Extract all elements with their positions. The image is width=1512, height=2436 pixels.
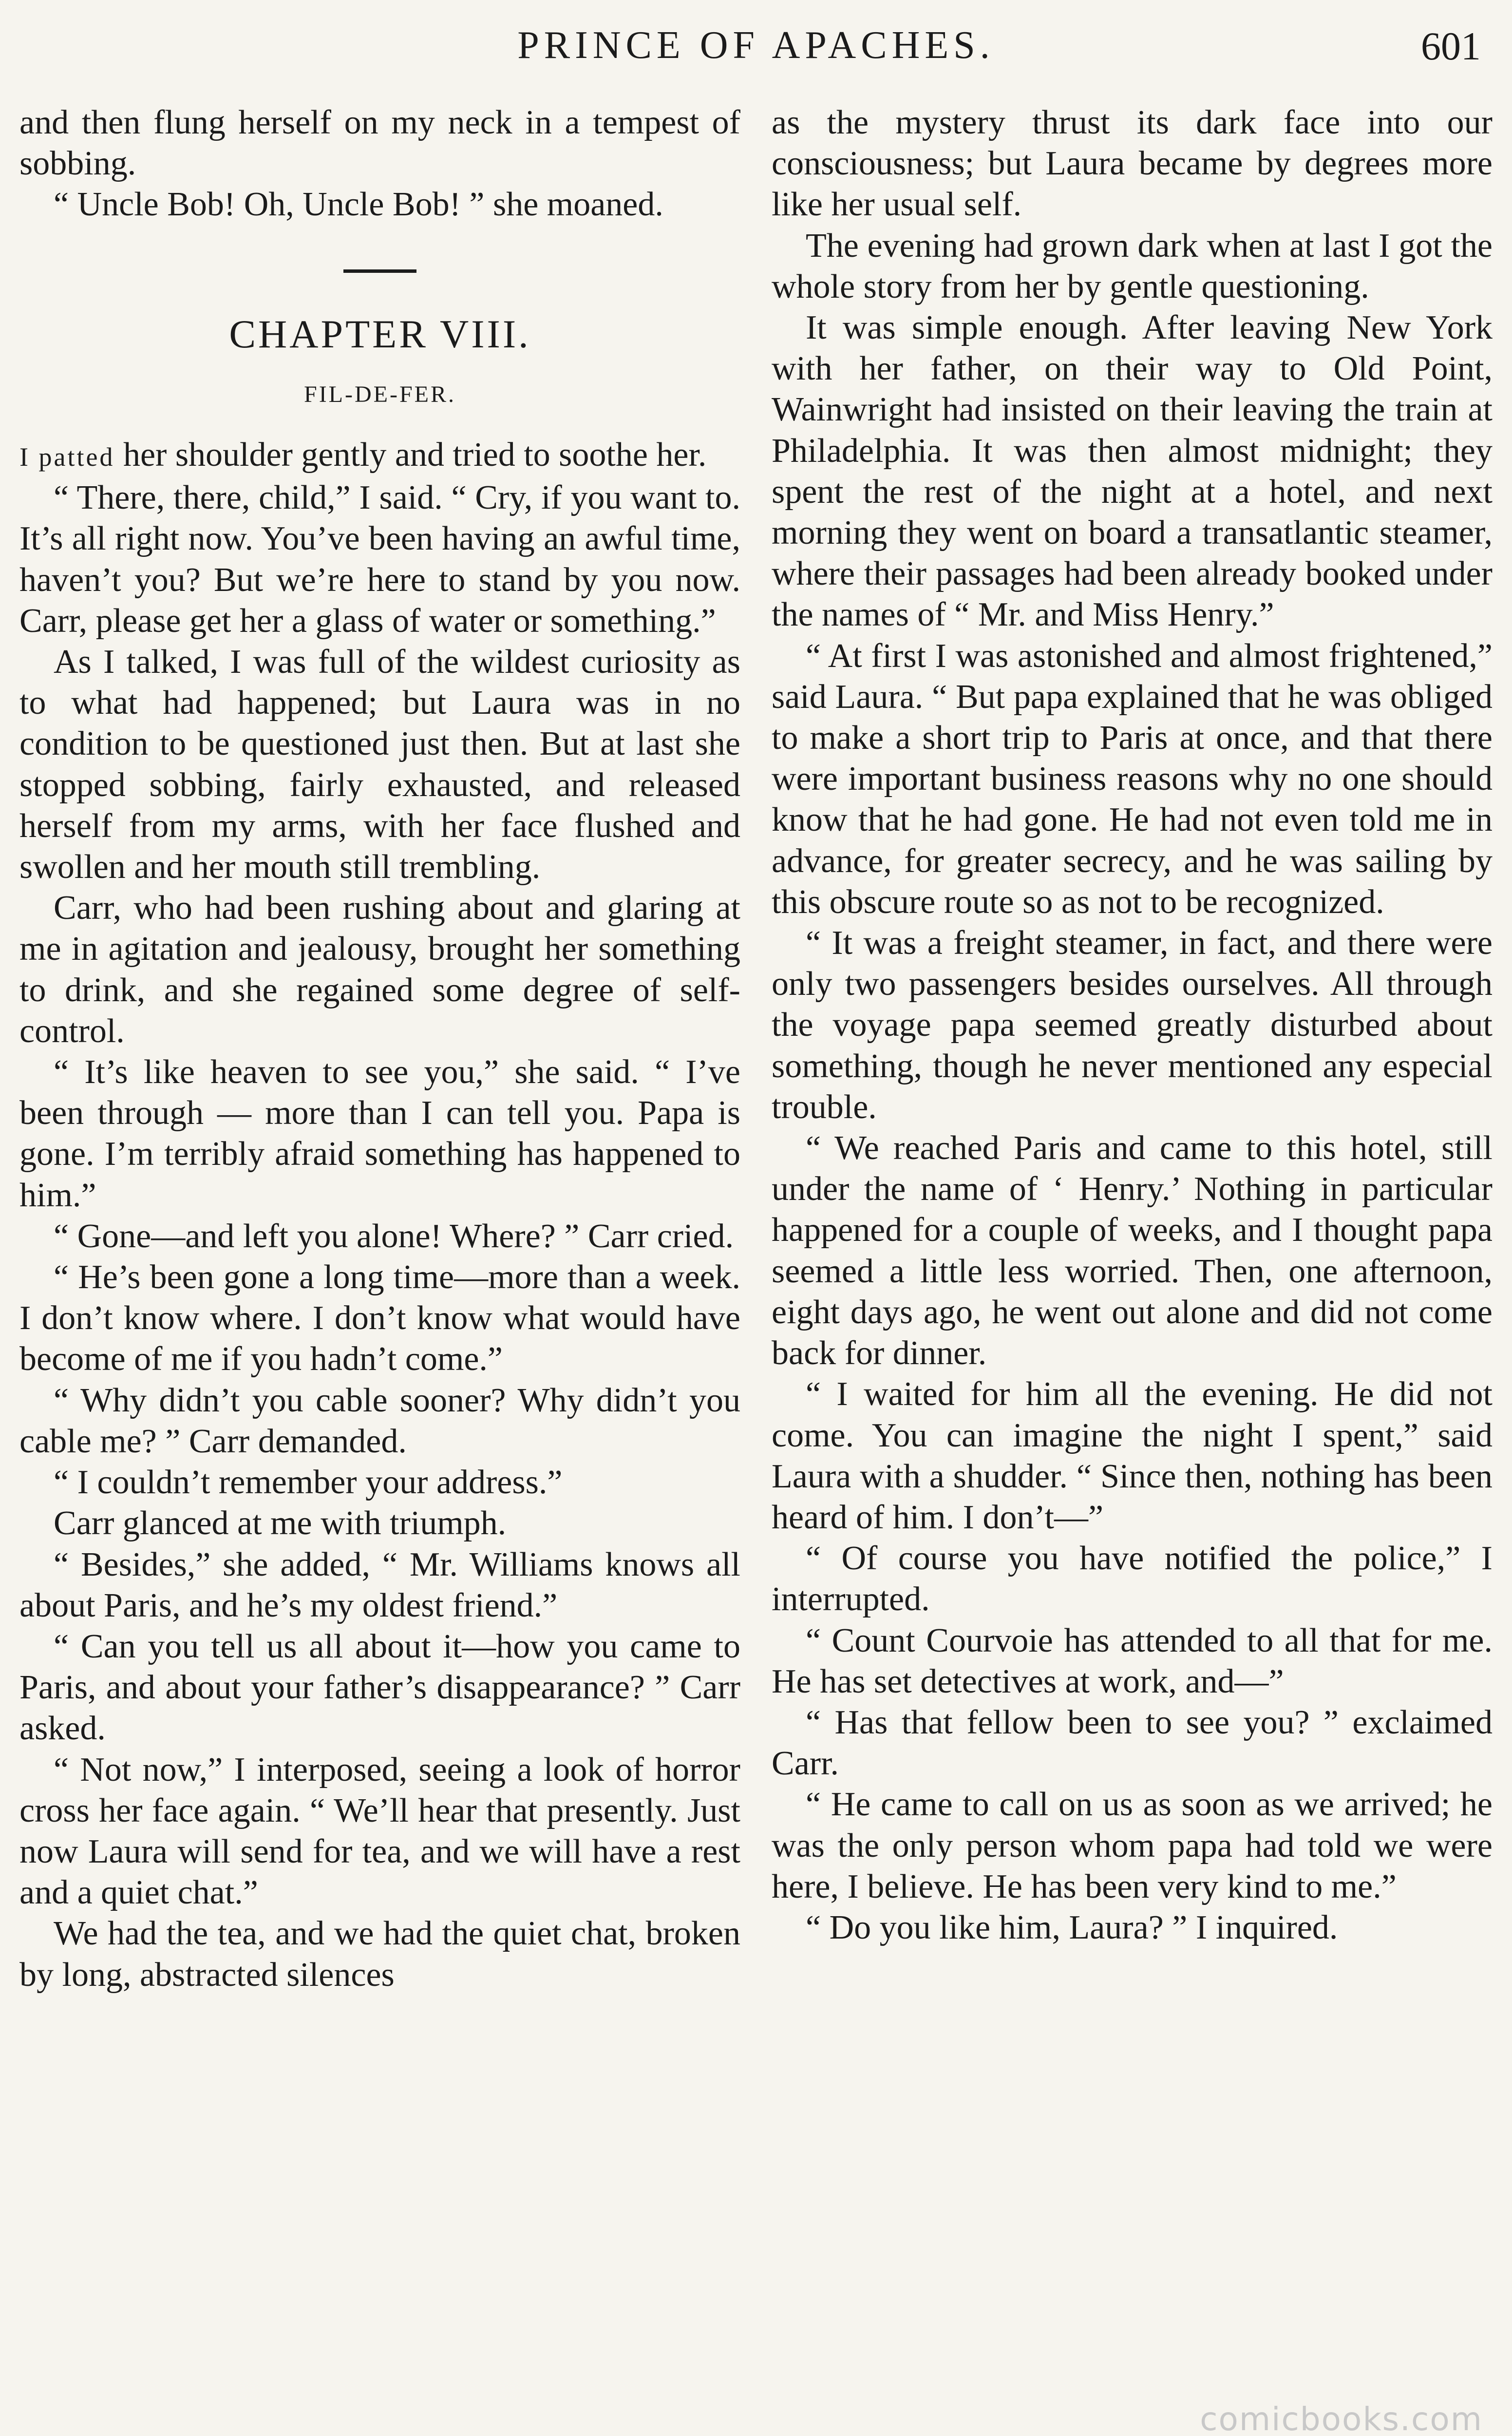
- paragraph: It was simple enough. After leaving New York with her father, on their way to Old Point, Wainwright had insisted on their leaving the train at Philadelphia. It was then almost midnight; they spent the rest of the night at a hotel, and next morning they went on board a transatlantic steamer, where their passages had been already booked under the names of “ Mr. and Miss Henry.”: [772, 309, 1493, 634]
- paragraph: “ Of course you have notified the police,” I interrupted.: [772, 1540, 1493, 1618]
- watermark-logo: comicbooks.com: [1200, 2400, 1483, 2436]
- paragraph: “ Besides,” she added, “ Mr. Williams knows all about Paris, and he’s my oldest friend.”: [19, 1545, 740, 1624]
- paragraph-opening: [19, 435, 740, 477]
- paragraph: “ It’s like heaven to see you,” she said. “ I’ve been through — more than I can tell you. Papa is gone. I’m terribly afraid something has happened to him.”: [19, 1053, 740, 1214]
- paragraph: “ It was a freight steamer, in fact, and there were only two passengers besides ourselves. All through the voyage papa seemed greatly disturbed about something, though he never mentioned any especial trouble.: [772, 924, 1493, 1126]
- opening-words: I patted: [19, 442, 115, 472]
- paragraph: “ Has that fellow been to see you? ” exclaimed Carr.: [772, 1703, 1493, 1783]
- running-title: PRINCE OF APACHES.: [517, 24, 995, 67]
- right-column: [772, 102, 1493, 1948]
- paragraph: Carr glanced at me with triumph.: [54, 1504, 507, 1542]
- section-divider: [343, 269, 416, 273]
- page-header: [0, 14, 1512, 87]
- paragraph: “ He came to call on us as soon as we arrived; he was the only person whom papa had told we were here, I believe. He has been very kind to me.”: [772, 1786, 1493, 1905]
- paragraph: We had the tea, and we had the quiet chat, broken by long, abstracted silences: [19, 1915, 740, 1994]
- paragraph: “ Gone—and left you alone! Where? ” Carr cried.: [54, 1217, 734, 1255]
- paragraph: and then flung herself on my neck in a tempest of sobbing.: [19, 104, 740, 183]
- paragraph: “ Count Courvoie has attended to all that for me. He has set detectives at work, and—”: [772, 1621, 1493, 1700]
- paragraph: “ We reached Paris and came to this hotel, still under the name of ‘ Henry.’ Nothing in particular happened for a couple of weeks, and I thought papa seemed a little less worried. Then, one afternoon, eight days ago, he went out alone and did not come back for dinner.: [772, 1129, 1493, 1372]
- paragraph: “ Why didn’t you cable sooner? Why didn’t you cable me? ” Carr demanded.: [19, 1381, 740, 1460]
- paragraph: “ He’s been gone a long time—more than a week. I don’t know where. I don’t know what would have become of me if you hadn’t come.”: [19, 1258, 740, 1378]
- paragraph: as the mystery thrust its dark face into our consciousness; but Laura became by degrees more like her usual self.: [772, 104, 1493, 224]
- chapter-subtitle: FIL-DE-FER.: [304, 381, 456, 407]
- paragraph: “ I couldn’t remember your address.”: [54, 1464, 563, 1502]
- paragraph: “ Uncle Bob! Oh, Uncle Bob! ” she moaned.: [54, 186, 663, 224]
- paragraph: “ There, there, child,” I said. “ Cry, if you want to. It’s all right now. You’ve been having an awful time, haven’t you? But we’re here to stand by you now. Carr, please get her a glass of water or something.”: [19, 479, 740, 640]
- paragraph: “ I waited for him all the evening. He did not come. You can imagine the night I spent,” said Laura with a shudder. “ Since then, nothing has been heard of him. I don’t—”: [772, 1375, 1493, 1536]
- paragraph: As I talked, I was full of the wildest curiosity as to what had happened; but Laura was in no condition to be questioned just then. But at last she stopped sobbing, fairly exhausted, and released herself from my arms, with her face flushed and swollen and her mouth still trembling.: [19, 643, 740, 886]
- opening-rest: her shoulder gently and tried to soothe her.: [114, 436, 707, 474]
- chapter-title: CHAPTER VIII.: [229, 311, 531, 356]
- paragraph: “ Can you tell us all about it—how you came to Paris, and about your father’s disappearance? ” Carr asked.: [19, 1627, 740, 1748]
- paragraph: “ Not now,” I interposed, seeing a look of horror cross her face again. “ We’ll hear that presently. Just now Laura will send for tea, and we will have a rest and a quiet chat.”: [19, 1751, 740, 1912]
- paragraph: The evening had grown dark when at last I got the whole story from her by gentle questioning.: [772, 227, 1493, 305]
- left-column: [19, 102, 740, 1996]
- paragraph: “ Do you like him, Laura? ” I inquired.: [806, 1908, 1338, 1946]
- paragraph: Carr, who had been rushing about and glaring at me in agitation and jealousy, brought her something to drink, and she regained some degree of self-control.: [19, 889, 740, 1050]
- paragraph: “ At first I was astonished and almost frightened,” said Laura. “ But papa explained that he was obliged to make a short trip to Paris at once, and that there were important business reasons why no one should know that he had gone. He had not even told me in advance, for greater secrecy, and he was sailing by this obscure route so as not to be recognized.: [772, 637, 1493, 921]
- page-number: 601: [1421, 24, 1481, 68]
